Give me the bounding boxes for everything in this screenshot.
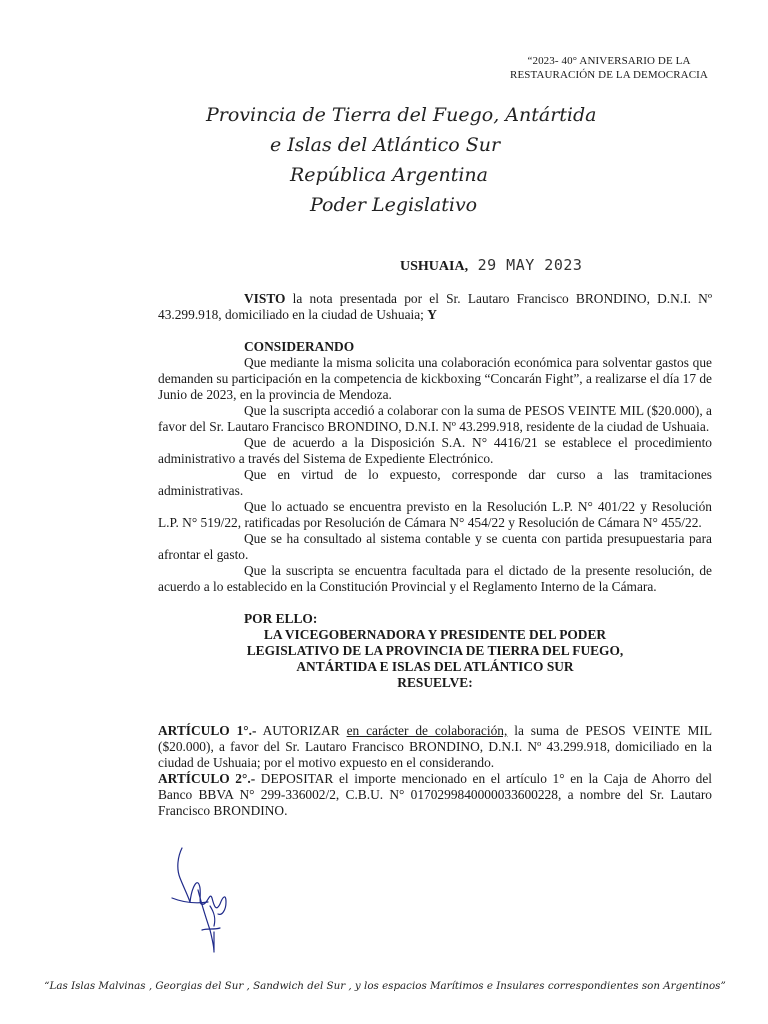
letterhead-legislative: Poder Legislativo xyxy=(310,194,478,216)
visto-end: Y xyxy=(427,307,437,322)
visto-text: la nota presentada por el Sr. Lautaro Francisco BRONDINO, D.N.I. Nº 43.299.918, domiciliado en la ciudad de Ushuaia; xyxy=(158,291,712,322)
considerando-heading: CONSIDERANDO xyxy=(244,339,355,354)
considerando-paragraph: Que mediante la misma solicita una colaboración económica para solventar gastos que demanden su participación en la competencia de kickboxing “Concarán Fight”, a realizarse el día 17 de Junio de 2023, en la provincia de Mendoza. xyxy=(158,355,712,402)
anniversary-line-2: RESTAURACIÓN DE LA DEMOCRACIA xyxy=(510,69,708,81)
article-1-pre: AUTORIZAR xyxy=(256,723,347,738)
article-2-text: DEPOSITAR el importe mencionado en el artículo 1° en la Caja de Ahorro del Banco BBVA N° 299-336002/2, C.B.U. N° 0170299840000033600228, a nombre del Sr. Lautaro Francisco BRONDINO. xyxy=(158,771,713,818)
anniversary-legend xyxy=(490,54,728,82)
resuelve-heading: RESUELVE: xyxy=(397,675,473,690)
document-body xyxy=(158,291,712,819)
letterhead-province: Provincia de Tierra del Fuego, Antártida xyxy=(206,104,597,126)
authority-line-3: ANTÁRTIDA E ISLAS DEL ATLÁNTICO SUR xyxy=(296,659,574,674)
considerando-paragraph: Que en virtud de lo expuesto, corresponde dar curso a las tramitaciones administrativas. xyxy=(158,467,712,498)
article-1-underlined: en carácter de colaboración, xyxy=(346,723,508,738)
date-stamp: 29 MAY 2023 xyxy=(477,256,583,274)
authority-line-1: LA VICEGOBERNADORA Y PRESIDENTE DEL PODER xyxy=(263,627,607,642)
authority-line-2: LEGISLATIVO DE LA PROVINCIA DE TIERRA DEL FUEGO, xyxy=(246,643,624,658)
article-2-label: ARTÍCULO 2°.- xyxy=(158,771,256,786)
considerando-paragraph: Que lo actuado se encuentra previsto en la Resolución L.P. N° 401/22 y Resolución L.P. N° 519/22, ratificadas por Resolución de Cámara N° 454/22 y Resolución de Cámara N° 455/22. xyxy=(158,499,712,530)
letterhead-islands: e Islas del Atlántico Sur xyxy=(270,134,501,156)
considerando-paragraph: Que la suscripta se encuentra facultada para el dictado de la presente resolución, de acuerdo a lo establecido en la Constitución Provincial y el Reglamento Interno de la Cámara. xyxy=(158,563,712,594)
visto-label: VISTO xyxy=(244,291,286,306)
considerando-paragraph: Que de acuerdo a la Disposición S.A. N° 4416/21 se establece el procedimiento administrativo a través del Sistema de Expediente Electrónico. xyxy=(158,435,712,466)
footer-legend: “Las Islas Malvinas , Georgias del Sur , Sandwich del Sur , y los espacios Marítimos e Insulares correspondientes son Argentinos” xyxy=(44,980,726,992)
letterhead-republic: República Argentina xyxy=(290,164,488,186)
signature-icon xyxy=(168,846,248,956)
article-2 xyxy=(158,771,712,819)
considerando-paragraph: Que se ha consultado al sistema contable y se cuenta con partida presupuestaria para afrontar el gasto. xyxy=(158,531,712,562)
dateline xyxy=(400,256,582,275)
article-1-post: la suma de PESOS VEINTE MIL ($20.000), a favor del Sr. Lautaro Francisco BRONDINO, D.N.I. Nº 43.299.918, domiciliado en la ciudad de Ushuaia; por el motivo expuesto en el considerando. xyxy=(158,723,712,770)
dateline-city: USHUAIA, xyxy=(400,259,469,274)
considerando-paragraph: Que la suscripta accedió a colaborar con la suma de PESOS VEINTE MIL ($20.000), a favor del Sr. Lautaro Francisco BRONDINO, D.N.I. Nº 43.299.918, residente de la ciudad de Ushuaia. xyxy=(158,403,712,434)
anniversary-line-1: “2023- 40° ANIVERSARIO DE LA xyxy=(527,55,691,67)
article-1-label: ARTÍCULO 1°.- xyxy=(158,723,257,738)
article-1 xyxy=(158,723,712,771)
visto-paragraph xyxy=(158,291,712,323)
letterhead xyxy=(200,100,597,220)
por-ello-heading: POR ELLO: xyxy=(244,611,318,626)
